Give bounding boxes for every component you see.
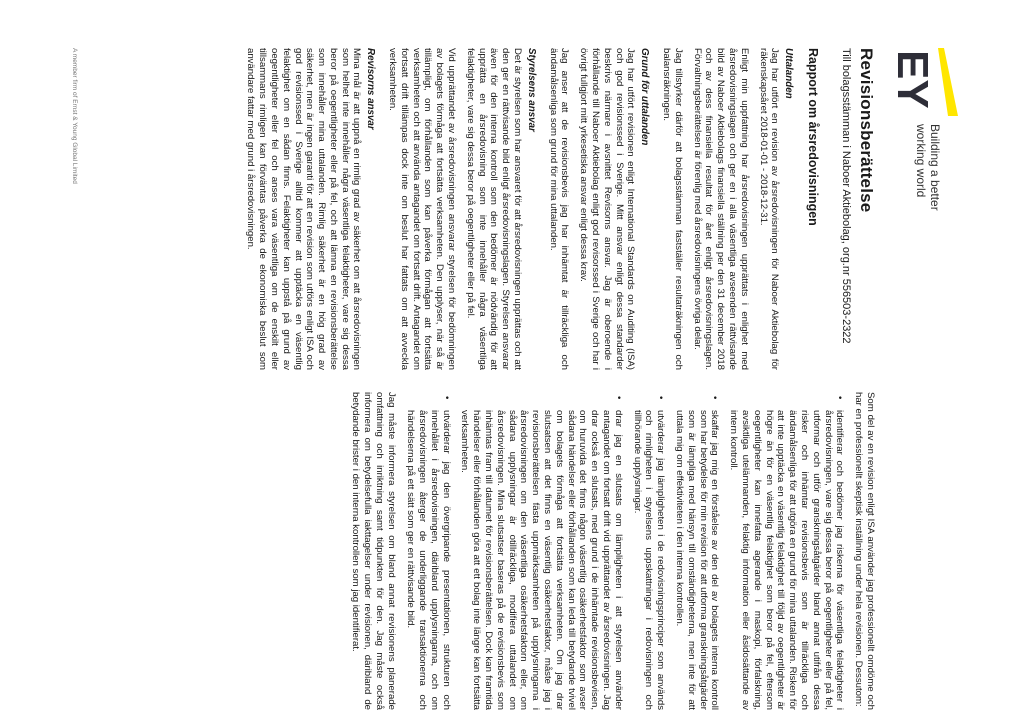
logo-letters: EY <box>888 50 937 109</box>
section-heading-grund: Grund för uttalanden <box>639 48 651 146</box>
paragraph: Mina mål är att uppnå en rimlig grad av säkerhet om att årsredovisningen som helhet inte innehåller några väsentliga felaktigheter, vare sig dessa beror på oegentligheter eller på fel, och att lämna en revisionsberättelse som innehåller mina uttalanden. Rimlig säkerhet är en hög grad av säkerhet, men är ingen garanti för att en revision som utförs enligt ISA och god revisionssed i Sverige alltid kommer att upptäcka en väsentlig felaktighet om en sådan finns. Felaktigheter kan uppstå på grund av oegentligheter eller fel och anses vara väsentliga om de enskilt eller tillsammans rimligen kan förväntas påverka de ekonomiska beslut som användare fattar med grund i årsredovisningen. <box>245 48 363 370</box>
paragraph: Jag har utfört revisionen enligt International Standards on Auditing (ISA) och god revisionssed i Sverige. Mitt ansvar enligt dessa standarder beskrivs närmare i avsnittet Revisorns ansvar. Jag är oberoende i förhållande till Naboer Aktiebolag enligt god revisorssed i Sverige och har i övrigt fullgjort mitt yrkesetiska ansvar enligt dessa krav. <box>578 48 637 370</box>
right-column <box>342 392 876 710</box>
closing-paragraph: Jag måste informera styrelsen om bland annat revisionens planerade omfattning och inriktning samt tidpunkten för den. Jag måste också informera om betydelsefulla iakttagelser under revisionen, däribland de betydande brister i den interna kontrollen som jag identifierat. <box>350 392 397 710</box>
section-heading-styrelsens-ansvar: Styrelsens ansvar <box>525 48 537 132</box>
paragraph: Vid upprättandet av årsredovisningen ansvarar styrelsen för bedömningen av bolagets förmåga att fortsätta verksamheten. Den upplyser, när så är tillämpligt, om förhållanden som kan påverka förmågan att fortsätta verksamheten och att använda antagandet om fortsatt drift. Antagandet om fortsatt drift tillämpas dock inte om beslut har fattats om att avveckla verksamheten. <box>387 48 458 370</box>
paragraph: Jag har utfört en revision av årsredovisningen för Naboer Aktiebolag för räkenskapsåret 2018-01-01 - 2018-12-31. <box>757 48 781 370</box>
intro-paragraph: Som del av en revision enligt ISA använder jag professionellt omdöme och har en professionellt skeptisk inställning under hela revisionen. Dessutom: <box>853 392 876 710</box>
left-column <box>238 48 818 370</box>
paragraph: Jag anser att de revisionsbevis jag har inhämtat är tillräckliga och ändamålsenliga som grund för mina uttalanden. <box>547 48 571 370</box>
bullet-list <box>405 392 846 710</box>
list-item: • drar jag en slutsats om lämpligheten i att styrelsen använder antagandet om fortsatt drift vid upprättandet av årsredovisningen. Jag drar också en slutsats, med grund i de inhämtade revisionsbevisen, om huruvida det finns någon väsentlig osäkerhetsfaktor som avser sådana händelser eller förhållanden som kan leda till betydande tvivel om bolagets förmåga att fortsätta verksamheten. Om jag drar slutsatsen att det finns en väsentlig osäkerhetsfaktor, måste jag i revisionsberättelsen fästa uppmärksamheten på upplysningarna i årsredovisningen om den väsentliga osäkerhetsfaktorn eller, om sådana upplysningar är otillräckliga, modifiera uttalandet om årsredovisningen. Mina slutsatser baseras på de revisionsbevis som inhämtas fram till datumet för revisionsberättelsen. Dock kan framtida händelser eller förhållanden göra att ett bolag inte längre kan fortsätta verksamheten. <box>459 392 624 710</box>
paragraph: Det är styrelsen som har ansvaret för att årsredovisningen upprättas och att den ger en rättvisande bild enligt årsredovisningslagen. Styrelsen ansvarar även för den interna kontroll som den bedömer är nödvändig för att upprätta en årsredovisning som inte innehåller några väsentliga felaktigheter, vare sig dessa beror på oegentligheter eller på fel. <box>464 48 524 370</box>
paragraph: Jag tillstyrker därför att bolagsstämman fastställer resultaträkningen och balansräkningen. <box>661 48 684 370</box>
list-item: • utvärderar jag den övergripande presentationen, strukturen och innehållet i årsredovisningen, däribland upplysningarna, och om årsredovisningen återger de underliggande transaktionerna och händelserna på ett sätt som ger en rättvisande bild. <box>405 392 452 710</box>
ey-logo <box>886 48 966 258</box>
section-heading-uttalanden: Uttalanden <box>783 48 795 99</box>
tagline-line: Building a better <box>928 124 942 211</box>
report-heading: Rapport om årsredovisningen <box>806 48 820 226</box>
document-title: Revisionsberättelse <box>857 48 876 213</box>
section-heading-revisorns-ansvar: Revisorns ansvar <box>365 48 377 130</box>
list-item: • utvärderar jag lämpligheten i de redovisningsprinciper som används och rimligheten i styrelsens uppskattningar i redovisningen och tillhörande upplysningar. <box>631 392 666 710</box>
tagline-line: working world <box>914 124 928 198</box>
ey-logo-icon <box>888 48 960 116</box>
list-item: • identifierar och bedömer jag riskerna för väsentliga felaktigheter i årsredovisningen, vare sig dessa beror på oegentligheter eller på fel, utformar och utför granskningsåtgärder bland annat utifrån dessa risker och inhämtar revisionsbevis som är tillräckliga och ändamålsenliga för att utgöra en grund för mina uttalanden. Risken för att inte upptäcka en väsentlig felaktighet till följd av oegentligheter är högre än för en väsentlig felaktighet som beror på fel, eftersom oegentligheter kan innefatta agerande i maskopi, förfalskning, avsiktliga utelämnanden, felaktig information eller åsidosättande av intern kontroll. <box>727 392 845 710</box>
list-item: • skaffar jag mig en förståelse av den del av bolagets interna kontroll som har betydelse för min revision för att utforma granskningsåtgärder som är lämpliga med hänsyn till omständigheterna, men inte för att uttala mig om effektiviteten i den interna kontrollen. <box>673 392 720 710</box>
footer-note: A member firm of Ernst & Young Global Limited <box>71 48 78 184</box>
document-subtitle: Till bolagsstämman i Naboer Aktiebolag, org.nr 556503-2322 <box>840 48 852 344</box>
paragraph: Enligt min uppfattning har årsredovisningen upprättats i enlighet med årsredovisningslagen och ger en i alla väsentliga avseenden rättvisande bild av Naboer Aktiebolags finansiella ställning per den 31 december 2018 och av dess finansiella resultat för året enligt årsredovisningslagen. Förvaltningsberättelsen är förenlig med årsredovisningens övriga delar. <box>691 48 750 370</box>
logo-tagline <box>914 124 942 211</box>
